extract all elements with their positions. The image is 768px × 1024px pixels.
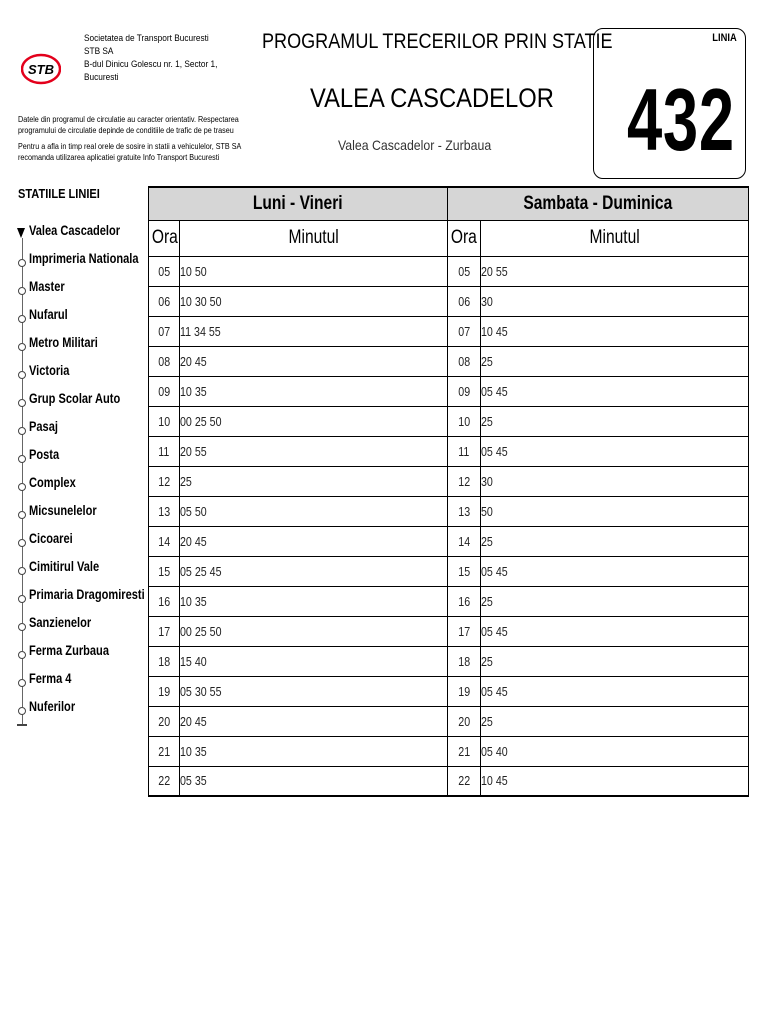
station-dot-icon xyxy=(18,343,26,351)
company-info xyxy=(84,32,244,84)
weekend-header: Sambata - Duminica xyxy=(448,187,749,220)
weekday-minutes-cell: 05 50 xyxy=(180,496,448,526)
station-name: Nufarul xyxy=(29,307,68,322)
station-dot-icon xyxy=(18,679,26,687)
table-row xyxy=(149,556,749,586)
station-name: Pasaj xyxy=(29,419,58,434)
weekday-hour-cell: 17 xyxy=(149,616,180,646)
weekend-minutes-cell: 50 xyxy=(481,496,749,526)
weekend-hour-cell: 21 xyxy=(448,736,481,766)
weekday-hour-cell: 16 xyxy=(149,586,180,616)
route-line xyxy=(22,386,23,399)
weekday-hour-cell: 10 xyxy=(149,406,180,436)
route-line xyxy=(22,694,23,707)
station-name: Cicoarei xyxy=(29,531,73,546)
station-dot-icon xyxy=(18,511,26,519)
weekday-hour-cell: 05 xyxy=(149,256,180,286)
station-item xyxy=(14,274,154,302)
table-row xyxy=(149,406,749,436)
station-item xyxy=(14,470,154,498)
company-line: Bucuresti xyxy=(84,72,119,82)
weekend-minutes-cell: 25 xyxy=(481,526,749,556)
station-name: Sanzienelor xyxy=(29,615,92,630)
table-row xyxy=(149,646,749,676)
station-dot-icon xyxy=(18,259,26,267)
station-item xyxy=(14,414,154,442)
stb-logo-icon xyxy=(21,53,61,85)
table-row xyxy=(149,346,749,376)
weekday-hour-cell: 09 xyxy=(149,376,180,406)
weekday-hour-cell: 06 xyxy=(149,286,180,316)
disclaimer-text-2: Pentru a afla in timp real orele de sosire in statii a vehiculelor, STB SA recomanda utilizarea aplicatiei gratuite Info Transport Bucuresti xyxy=(18,142,241,162)
weekend-hour-cell: 09 xyxy=(448,376,481,406)
route-line xyxy=(22,470,23,483)
station-item xyxy=(14,218,154,246)
table-row xyxy=(149,586,749,616)
stations-title: STATIILE LINIEI xyxy=(18,186,100,201)
weekday-hour-header: Ora xyxy=(149,220,180,256)
station-dot-icon xyxy=(18,567,26,575)
station-item xyxy=(14,498,154,526)
weekend-minutes-cell: 25 xyxy=(481,406,749,436)
weekend-hour-cell: 22 xyxy=(448,766,481,796)
weekend-hour-cell: 06 xyxy=(448,286,481,316)
weekend-minutes-cell: 20 55 xyxy=(481,256,749,286)
weekend-hour-cell: 10 xyxy=(448,406,481,436)
weekend-hour-cell: 13 xyxy=(448,496,481,526)
weekend-hour-cell: 17 xyxy=(448,616,481,646)
station-item xyxy=(14,526,154,554)
weekend-minutes-cell: 25 xyxy=(481,346,749,376)
route-line xyxy=(22,302,23,315)
station-dot-icon xyxy=(18,539,26,547)
table-row xyxy=(149,256,749,286)
weekend-hour-cell: 20 xyxy=(448,706,481,736)
station-name: Grup Scolar Auto xyxy=(29,391,121,406)
route-line xyxy=(22,554,23,567)
weekday-hour-cell: 15 xyxy=(149,556,180,586)
company-line: Societatea de Transport Bucuresti xyxy=(84,33,209,43)
weekday-hour-cell: 18 xyxy=(149,646,180,676)
weekend-hour-cell: 16 xyxy=(448,586,481,616)
weekend-hour-cell: 11 xyxy=(448,436,481,466)
station-item xyxy=(14,330,154,358)
weekend-minutes-cell: 25 xyxy=(481,586,749,616)
weekend-minutes-cell: 10 45 xyxy=(481,316,749,346)
table-row xyxy=(149,676,749,706)
table-row xyxy=(149,616,749,646)
table-row xyxy=(149,766,749,796)
weekend-minutes-cell: 30 xyxy=(481,466,749,496)
weekend-hour-cell: 07 xyxy=(448,316,481,346)
weekend-minutes-cell: 10 45 xyxy=(481,766,749,796)
weekday-header: Luni - Vineri xyxy=(149,187,448,220)
route-line xyxy=(22,498,23,511)
station-item xyxy=(14,358,154,386)
station-name: Micsunelelor xyxy=(29,503,97,518)
weekday-minutes-cell: 20 45 xyxy=(180,526,448,556)
table-row xyxy=(149,526,749,556)
stations-list xyxy=(14,218,154,722)
weekend-minutes-cell: 05 45 xyxy=(481,556,749,586)
route-end-icon xyxy=(17,724,27,726)
station-item xyxy=(14,442,154,470)
weekday-minutes-cell: 20 45 xyxy=(180,346,448,376)
table-row xyxy=(149,496,749,526)
station-dot-icon xyxy=(18,651,26,659)
weekday-minutes-cell: 20 45 xyxy=(180,706,448,736)
weekend-hour-cell: 14 xyxy=(448,526,481,556)
table-row xyxy=(149,466,749,496)
weekday-hour-cell: 13 xyxy=(149,496,180,526)
weekday-minutes-cell: 05 30 55 xyxy=(180,676,448,706)
weekday-minute-header: Minutul xyxy=(180,220,448,256)
weekend-minutes-cell: 30 xyxy=(481,286,749,316)
route-line xyxy=(22,274,23,287)
route-line xyxy=(22,330,23,343)
svg-text:STB: STB xyxy=(28,62,54,77)
station-name: Valea Cascadelor xyxy=(29,223,121,238)
route-line xyxy=(22,638,23,651)
timetable xyxy=(148,186,749,797)
station-dot-icon xyxy=(18,315,26,323)
station-dot-icon xyxy=(18,399,26,407)
weekday-hour-cell: 12 xyxy=(149,466,180,496)
page-title: PROGRAMUL TRECERILOR PRIN STATIE xyxy=(262,30,613,53)
station-item xyxy=(14,638,154,666)
station-name: Complex xyxy=(29,475,76,490)
weekday-hour-cell: 20 xyxy=(149,706,180,736)
weekday-minutes-cell: 05 25 45 xyxy=(180,556,448,586)
weekend-minutes-cell: 05 45 xyxy=(481,616,749,646)
table-row xyxy=(149,316,749,346)
route-line xyxy=(22,610,23,623)
route-line xyxy=(22,442,23,455)
station-dot-icon xyxy=(18,455,26,463)
weekend-hour-header: Ora xyxy=(448,220,481,256)
line-box xyxy=(593,28,746,179)
station-dot-icon xyxy=(18,623,26,631)
route-line xyxy=(22,714,23,724)
weekday-hour-cell: 11 xyxy=(149,436,180,466)
station-name: Imprimeria Nationala xyxy=(29,251,139,266)
weekend-minutes-cell: 25 xyxy=(481,646,749,676)
station-item xyxy=(14,386,154,414)
station-name: Ferma 4 xyxy=(29,671,72,686)
weekend-hour-cell: 18 xyxy=(448,646,481,676)
table-row xyxy=(149,736,749,766)
station-item xyxy=(14,694,154,722)
weekday-hour-cell: 07 xyxy=(149,316,180,346)
weekend-hour-cell: 12 xyxy=(448,466,481,496)
station-dot-icon xyxy=(18,371,26,379)
company-line: STB SA xyxy=(84,46,114,56)
station-name: Posta xyxy=(29,447,60,462)
route-name: Valea Cascadelor - Zurbaua xyxy=(338,137,492,153)
station-item xyxy=(14,554,154,582)
weekend-hour-cell: 19 xyxy=(448,676,481,706)
station-dot-icon xyxy=(18,707,26,715)
weekday-minutes-cell: 15 40 xyxy=(180,646,448,676)
station-dot-icon xyxy=(18,287,26,295)
weekend-hour-cell: 05 xyxy=(448,256,481,286)
weekday-hour-cell: 21 xyxy=(149,736,180,766)
route-line xyxy=(22,526,23,539)
route-line xyxy=(22,582,23,595)
weekend-minute-header: Minutul xyxy=(481,220,749,256)
weekday-hour-cell: 14 xyxy=(149,526,180,556)
weekday-minutes-cell: 10 35 xyxy=(180,736,448,766)
station-item xyxy=(14,610,154,638)
table-row xyxy=(149,376,749,406)
disclaimer-text-1: Datele din programul de circulatie au caracter orientativ. Respectarea programului de circulatie depinde de conditiile de trafic de pe traseu xyxy=(18,115,239,135)
weekend-minutes-cell: 05 45 xyxy=(481,376,749,406)
weekend-minutes-cell: 05 45 xyxy=(481,676,749,706)
weekday-hour-cell: 19 xyxy=(149,676,180,706)
station-item xyxy=(14,246,154,274)
weekday-minutes-cell: 10 35 xyxy=(180,376,448,406)
station-item xyxy=(14,582,154,610)
station-name: Metro Militari xyxy=(29,335,98,350)
weekday-minutes-cell: 10 50 xyxy=(180,256,448,286)
station-item xyxy=(14,302,154,330)
weekday-minutes-cell: 00 25 50 xyxy=(180,406,448,436)
weekday-minutes-cell: 00 25 50 xyxy=(180,616,448,646)
weekday-minutes-cell: 25 xyxy=(180,466,448,496)
station-name: Cimitirul Vale xyxy=(29,559,100,574)
weekday-hour-cell: 08 xyxy=(149,346,180,376)
line-label: LINIA xyxy=(712,32,737,44)
station-name: VALEA CASCADELOR xyxy=(310,83,554,113)
company-line: B-dul Dinicu Golescu nr. 1, Sector 1, xyxy=(84,59,218,69)
weekday-minutes-cell: 20 55 xyxy=(180,436,448,466)
table-row xyxy=(149,436,749,466)
station-dot-icon xyxy=(18,483,26,491)
current-station-icon xyxy=(17,228,25,238)
weekend-hour-cell: 08 xyxy=(448,346,481,376)
weekday-hour-cell: 22 xyxy=(149,766,180,796)
station-name: Ferma Zurbaua xyxy=(29,643,109,658)
station-name: Primaria Dragomiresti xyxy=(29,587,145,602)
station-item xyxy=(14,666,154,694)
weekend-hour-cell: 15 xyxy=(448,556,481,586)
weekday-minutes-cell: 11 34 55 xyxy=(180,316,448,346)
route-line xyxy=(22,358,23,371)
station-dot-icon xyxy=(18,595,26,603)
station-name: Master xyxy=(29,279,65,294)
route-line xyxy=(22,666,23,679)
disclaimer xyxy=(18,114,258,168)
weekday-minutes-cell: 10 30 50 xyxy=(180,286,448,316)
weekday-minutes-cell: 10 35 xyxy=(180,586,448,616)
weekend-minutes-cell: 05 40 xyxy=(481,736,749,766)
weekend-minutes-cell: 25 xyxy=(481,706,749,736)
table-row xyxy=(149,286,749,316)
weekend-minutes-cell: 05 45 xyxy=(481,436,749,466)
route-line xyxy=(22,414,23,427)
line-number: 432 xyxy=(627,70,735,169)
station-name: Victoria xyxy=(29,363,70,378)
weekday-minutes-cell: 05 35 xyxy=(180,766,448,796)
station-name: Nuferilor xyxy=(29,699,76,714)
route-line xyxy=(22,246,23,259)
station-dot-icon xyxy=(18,427,26,435)
table-row xyxy=(149,706,749,736)
